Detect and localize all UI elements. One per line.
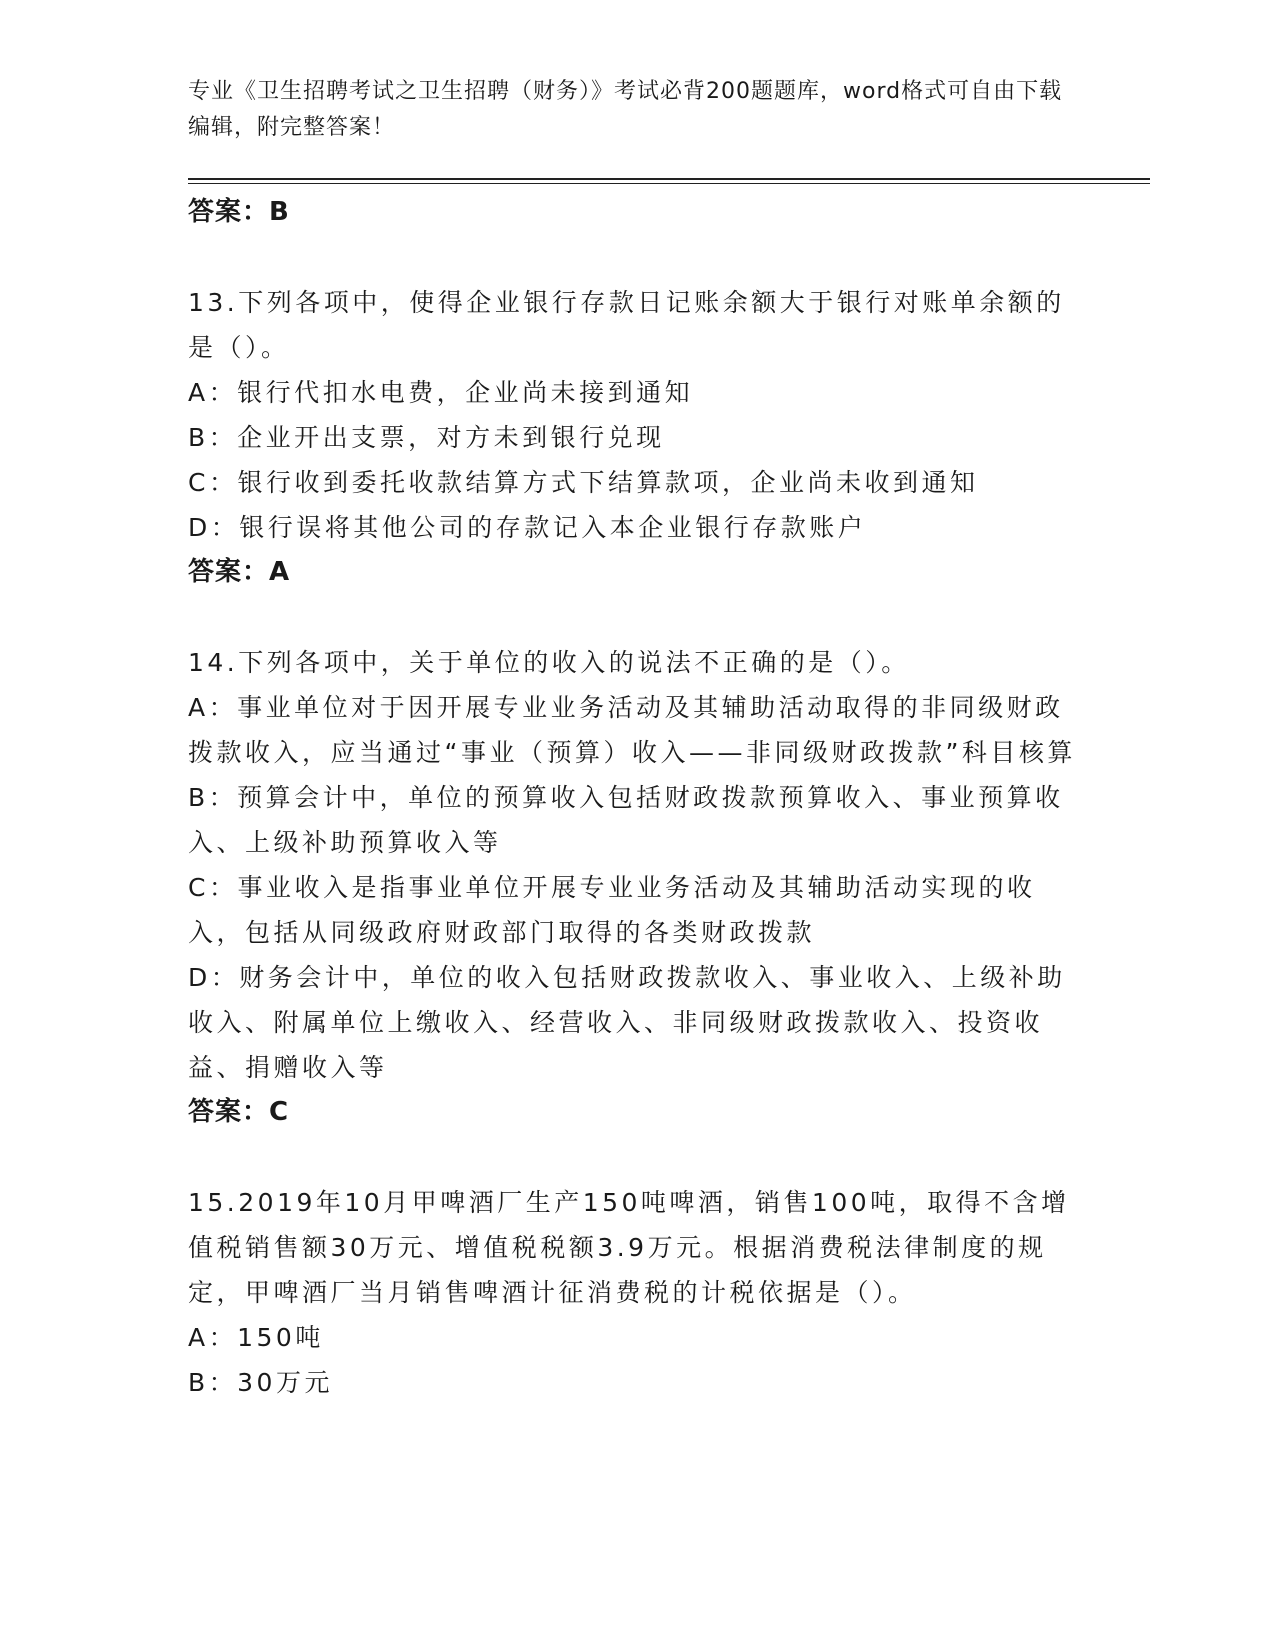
header-divider-thin — [188, 183, 1150, 184]
option-a: A：事业单位对于因开展专业业务活动及其辅助活动取得的非同级财政拨款收入，应当通过“事业（预算）收入——非同级财政拨款”科目核算 — [188, 693, 1076, 767]
spacer — [188, 595, 1078, 640]
question-stem: 13.下列各项中，使得企业银行存款日记账余额大于银行对账单余额的是（）。 — [188, 288, 1065, 362]
answer: 答案：A — [188, 557, 291, 587]
question-14 — [188, 640, 1078, 1135]
option-b: B：30万元 — [188, 1368, 333, 1397]
header-text: 专业《卫生招聘考试之卫生招聘（财务）》考试必背200题题库，word格式可自由下载编辑，附完整答案！ — [188, 79, 1063, 140]
answer: 答案：C — [188, 1097, 290, 1127]
document-body — [188, 188, 1078, 1405]
question-stem: 15.2019年10月甲啤酒厂生产150吨啤酒，销售100吨，取得不含增值税销售额30万元、增值税税额3.9万元。根据消费税法律制度的规定，甲啤酒厂当月销售啤酒计征消费税的计税依据是（）。 — [188, 1188, 1070, 1307]
option-a: A：银行代扣水电费，企业尚未接到通知 — [188, 378, 694, 407]
header-divider-thick — [188, 178, 1150, 180]
option-d: D：财务会计中，单位的收入包括财政拨款收入、事业收入、上级补助收入、附属单位上缴收入、经营收入、非同级财政拨款收入、投资收益、捐赠收入等 — [188, 963, 1066, 1082]
option-b: B：企业开出支票，对方未到银行兑现 — [188, 423, 665, 452]
question-13 — [188, 280, 1078, 595]
spacer — [188, 235, 1078, 280]
option-a: A：150吨 — [188, 1323, 324, 1352]
question-15 — [188, 1180, 1078, 1405]
option-b: B：预算会计中，单位的预算收入包括财政拨款预算收入、事业预算收入、上级补助预算收入等 — [188, 783, 1064, 857]
option-d: D：银行误将其他公司的存款记入本企业银行存款账户 — [188, 513, 867, 542]
spacer — [188, 1135, 1078, 1180]
document-header — [188, 74, 1068, 146]
question-stem: 14.下列各项中，关于单位的收入的说法不正确的是（）。 — [188, 648, 910, 677]
previous-answer: 答案：B — [188, 197, 290, 227]
option-c: C：事业收入是指事业单位开展专业业务活动及其辅助活动实现的收入，包括从同级政府财政部门取得的各类财政拨款 — [188, 873, 1036, 947]
option-c: C：银行收到委托收款结算方式下结算款项，企业尚未收到通知 — [188, 468, 979, 497]
